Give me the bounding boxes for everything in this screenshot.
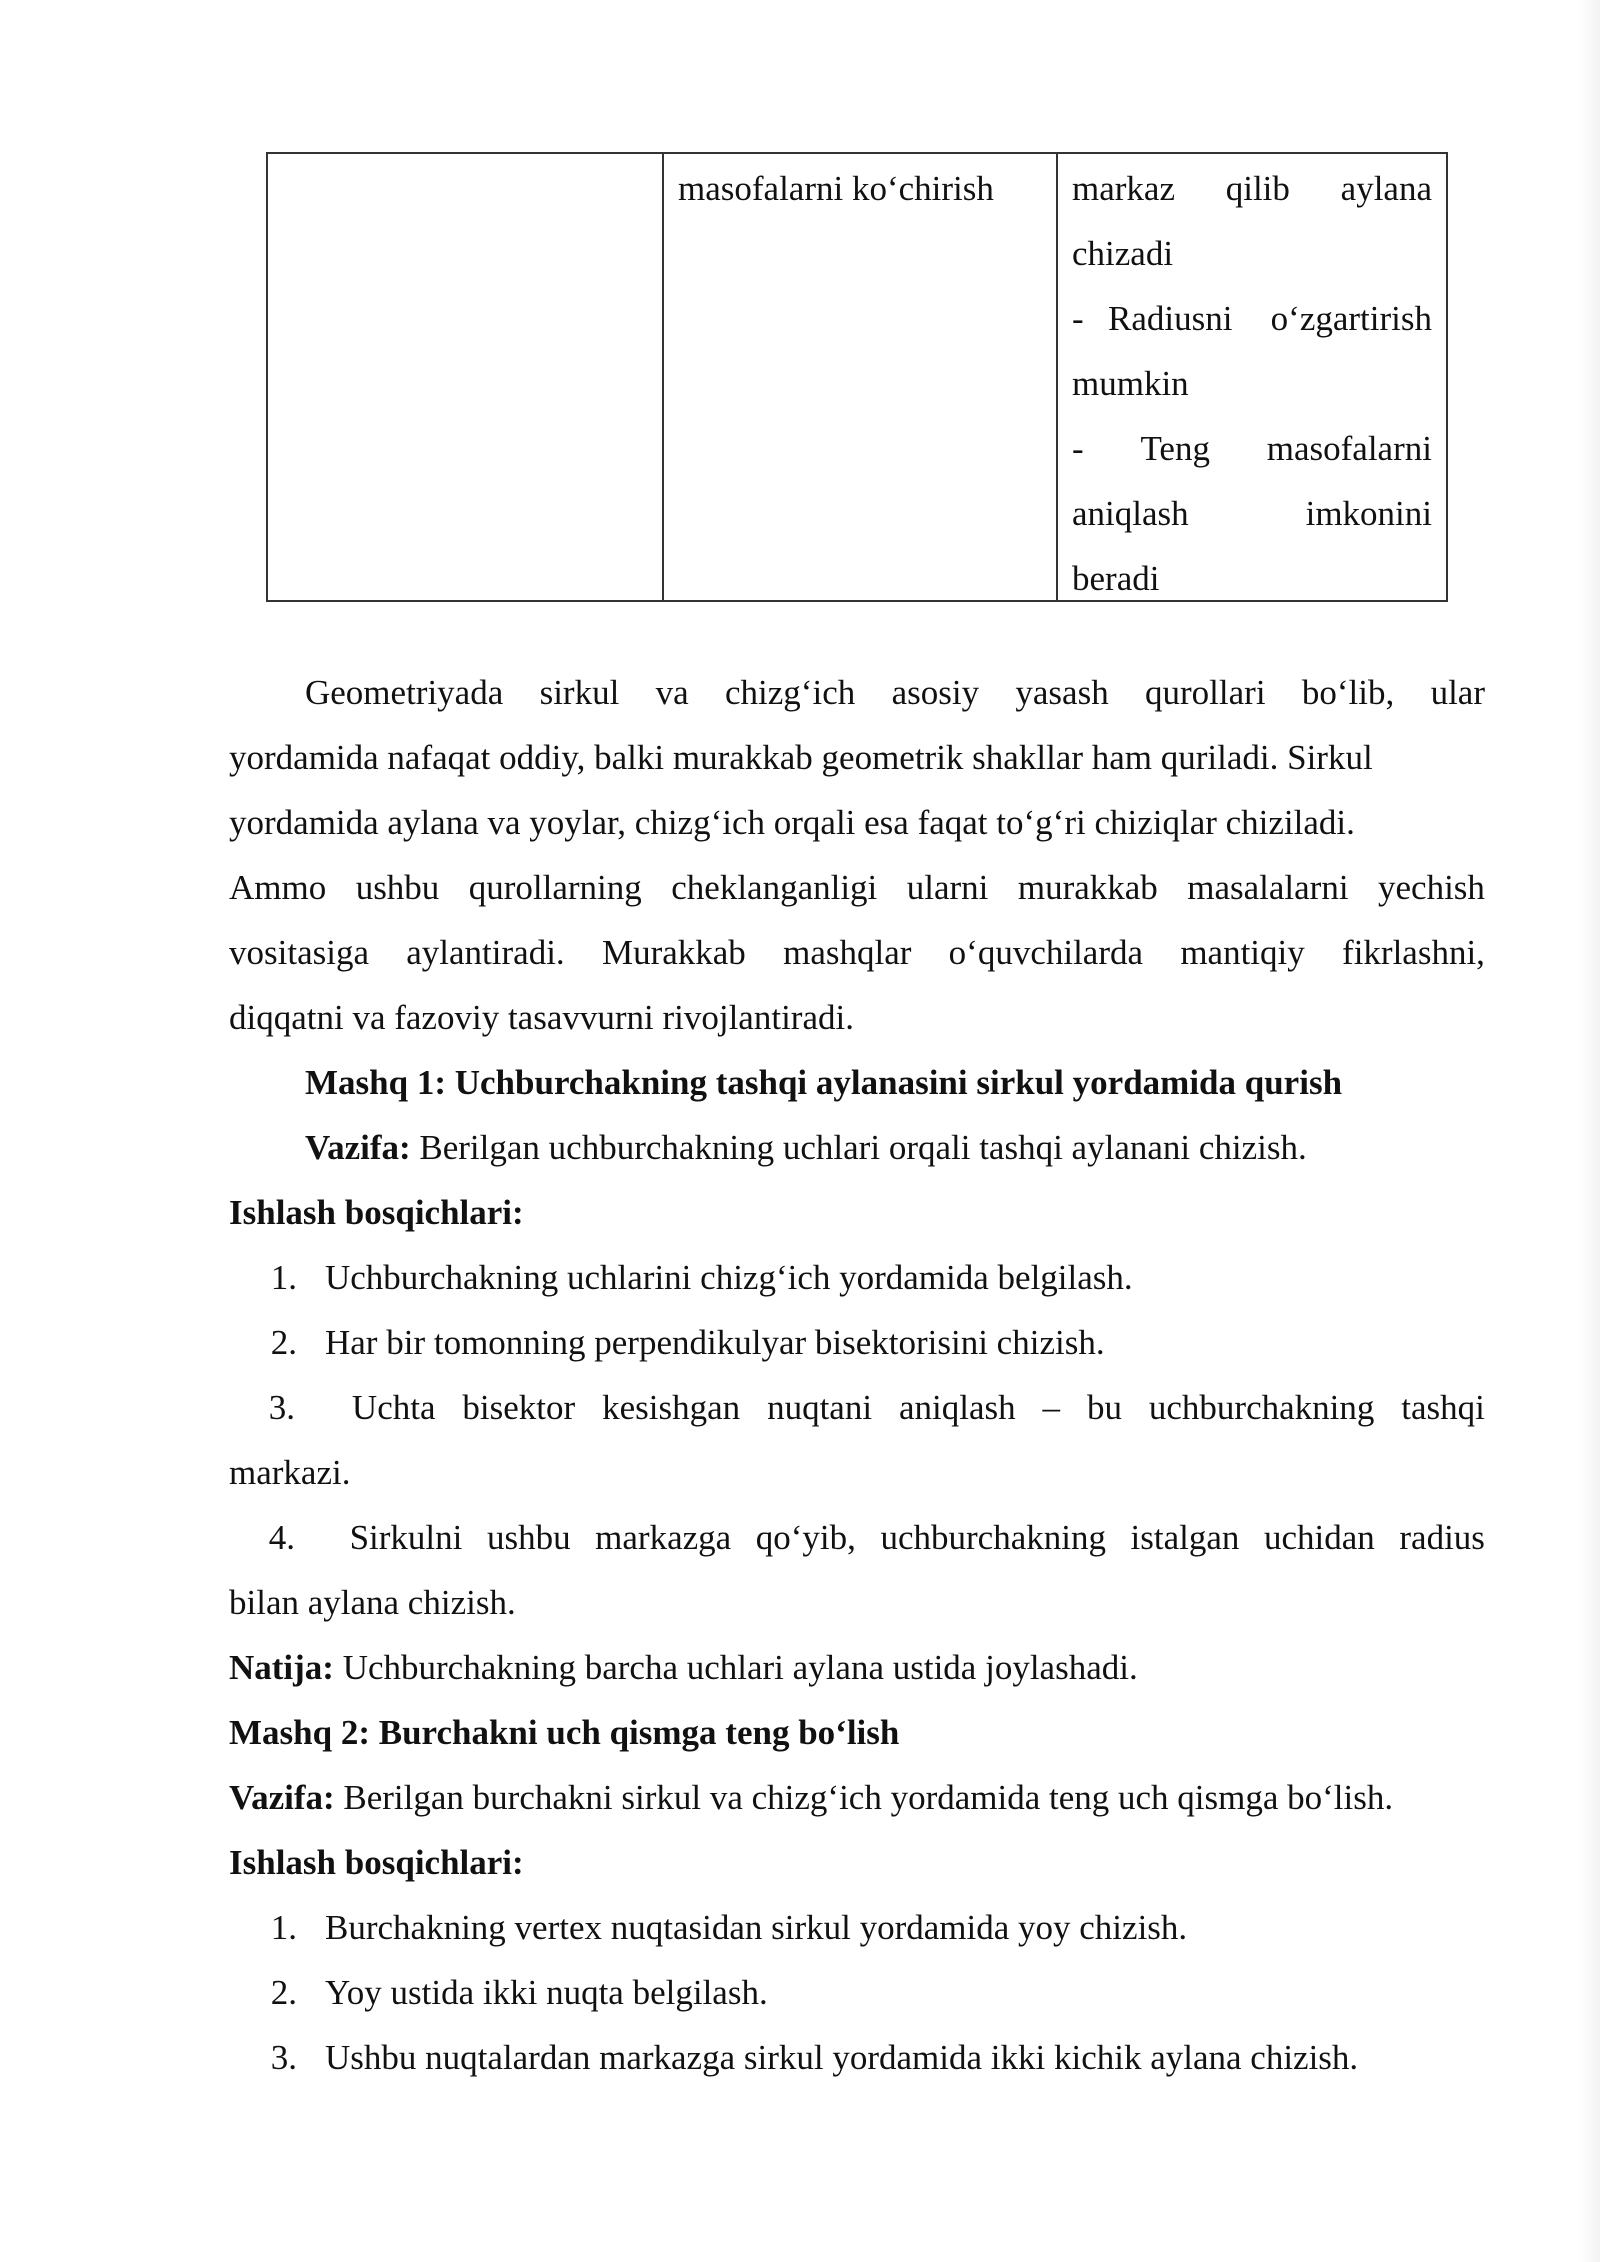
text-line: [229, 660, 1485, 725]
list-item: [229, 1245, 1485, 1310]
exercise-1-steps-heading: [229, 1180, 1485, 1245]
word: Ammo: [229, 868, 327, 907]
list-item: [229, 1960, 1485, 2025]
word: cheklanganligi: [671, 868, 878, 907]
word: yechish: [1378, 868, 1485, 907]
heading: Mashq 2: Burchakni uch qismga teng bo‘lish: [229, 1713, 900, 1752]
table-cell-method: [662, 154, 1056, 600]
task-text: Berilgan uchburchakning uchlari orqali tashqi aylanani chizish.: [410, 1128, 1307, 1167]
table-line: [1072, 156, 1432, 221]
word: nuqtani: [767, 1388, 873, 1427]
label: Vazifa:: [229, 1778, 335, 1817]
exercise-1-title: [229, 1050, 1485, 1115]
document-body: [229, 660, 1485, 2090]
word: ularni: [906, 868, 989, 907]
exercise-2-task: [229, 1765, 1485, 1830]
text-line: [229, 1505, 1485, 1570]
word: -: [1072, 299, 1084, 338]
word: ushbu: [355, 868, 440, 907]
word: Uchta: [351, 1388, 436, 1427]
word: Murakkab: [601, 933, 746, 972]
word: chizg‘ich: [725, 673, 856, 712]
text-line: [229, 1375, 1485, 1440]
list-number: 3.: [268, 1388, 295, 1427]
word: istalgan: [1130, 1518, 1240, 1557]
word: aylana: [1340, 169, 1432, 208]
label: Ishlash bosqichlari:: [229, 1843, 524, 1882]
list-item: [229, 1375, 1485, 1505]
list-item: [229, 1310, 1485, 1375]
word: aniqlash: [1072, 494, 1189, 533]
list-number: 1.: [270, 1258, 297, 1297]
exercise-2-steps-heading: [229, 1830, 1485, 1895]
page-edge: [1580, 0, 1600, 2262]
word: aylantiradi.: [406, 933, 565, 972]
word: sirkul: [539, 673, 620, 712]
word: murakkab: [1017, 868, 1158, 907]
list-number: 4.: [268, 1518, 295, 1557]
list-item: [229, 1895, 1485, 1960]
word: –: [1042, 1388, 1061, 1427]
list-item: [229, 2025, 1485, 2090]
label: Natija:: [229, 1648, 334, 1687]
exercise-1-task: [229, 1115, 1485, 1180]
word: radius: [1399, 1518, 1485, 1557]
list-text: Uchburchakning uchlarini chizg‘ich yordamida belgilash.: [325, 1258, 1133, 1297]
table-cell-description: [1056, 154, 1446, 600]
task-text: Berilgan burchakni sirkul va chizg‘ich yordamida teng uch qismga bo‘lish.: [334, 1778, 1394, 1817]
list-text: Har bir tomonning perpendikulyar bisektorisini chizish.: [325, 1323, 1105, 1362]
word: o‘zgartirish: [1270, 299, 1432, 338]
list-text: Yoy ustida ikki nuqta belgilash.: [325, 1973, 768, 2012]
list-number: 2.: [270, 1323, 297, 1362]
label: Vazifa:: [305, 1128, 411, 1167]
list-number: 3.: [270, 2038, 297, 2077]
word: Sirkulni: [349, 1518, 463, 1557]
word: masofalarni: [1266, 429, 1432, 468]
word: bisektor: [462, 1388, 576, 1427]
word: mantiqiy: [1180, 933, 1305, 972]
list-text: Ushbu nuqtalardan markazga sirkul yordamida ikki kichik aylana chizish.: [325, 2038, 1359, 2077]
word: markaz: [1072, 169, 1175, 208]
exercise-2-title: [229, 1700, 1485, 1765]
text-line: bilan aylana chizish.: [229, 1583, 516, 1622]
text-line: yordamida nafaqat oddiy, balki murakkab geometrik shakllar ham quriladi. Sirkul: [229, 738, 1373, 777]
list-text: Burchakning vertex nuqtasidan sirkul yordamida yoy chizish.: [325, 1908, 1188, 1947]
word: masalalarni: [1187, 868, 1349, 907]
word: o‘quvchilarda: [948, 933, 1144, 972]
list-number: 1.: [270, 1908, 297, 1947]
word: Geometriyada: [305, 673, 504, 712]
word: -: [1072, 429, 1084, 468]
word: kesishgan: [602, 1388, 741, 1427]
table-line: [1072, 481, 1432, 546]
word: Teng: [1140, 429, 1210, 468]
word: mashqlar: [783, 933, 912, 972]
table-line: mumkin: [1072, 364, 1189, 403]
text-line: markazi.: [229, 1453, 351, 1492]
text-line: [229, 920, 1485, 985]
table-cell-empty: [268, 154, 662, 600]
method-table: [266, 152, 1448, 602]
word: va: [655, 673, 689, 712]
result-text: Uchburchakning barcha uchlari aylana ustida joylashadi.: [333, 1648, 1138, 1687]
text-line: [229, 855, 1485, 920]
word: Radiusni: [1108, 299, 1233, 338]
word: vositasiga: [229, 933, 369, 972]
word: qo‘yib,: [755, 1518, 856, 1557]
intro-paragraph: [229, 660, 1485, 1050]
word: uchburchakning: [1148, 1388, 1375, 1427]
table-line: chizadi: [1072, 234, 1174, 273]
word: qilib: [1225, 169, 1290, 208]
label: Ishlash bosqichlari:: [229, 1193, 524, 1232]
word: ular: [1430, 673, 1485, 712]
text-line: diqqatni va fazoviy tasavvurni rivojlantiradi.: [229, 998, 854, 1037]
word: imkonini: [1305, 494, 1432, 533]
word: qurollarning: [468, 868, 642, 907]
table-cell-text: masofalarni ko‘chirish: [678, 169, 994, 208]
word: aniqlash: [898, 1388, 1016, 1427]
table-line: beradi: [1072, 559, 1160, 598]
word: asosiy: [891, 673, 980, 712]
word: uchidan: [1264, 1518, 1375, 1557]
list-number: 2.: [270, 1973, 297, 2012]
word: markazga: [595, 1518, 732, 1557]
text-line: yordamida aylana va yoylar, chizg‘ich orqali esa faqat to‘g‘ri chiziqlar chiziladi.: [229, 803, 1355, 842]
word: bo‘lib,: [1301, 673, 1395, 712]
word: tashqi: [1401, 1388, 1485, 1427]
word: uchburchakning: [880, 1518, 1106, 1557]
word: qurollari: [1145, 673, 1266, 712]
list-item: [229, 1505, 1485, 1635]
heading: Mashq 1: Uchburchakning tashqi aylanasini sirkul yordamida qurish: [305, 1063, 1343, 1102]
table-line: [1072, 416, 1432, 481]
word: bu: [1086, 1388, 1122, 1427]
word: fikrlashni,: [1342, 933, 1485, 972]
word: yasash: [1015, 673, 1109, 712]
exercise-1-result: [229, 1635, 1485, 1700]
table-line: [1072, 286, 1432, 351]
word: ushbu: [486, 1518, 571, 1557]
